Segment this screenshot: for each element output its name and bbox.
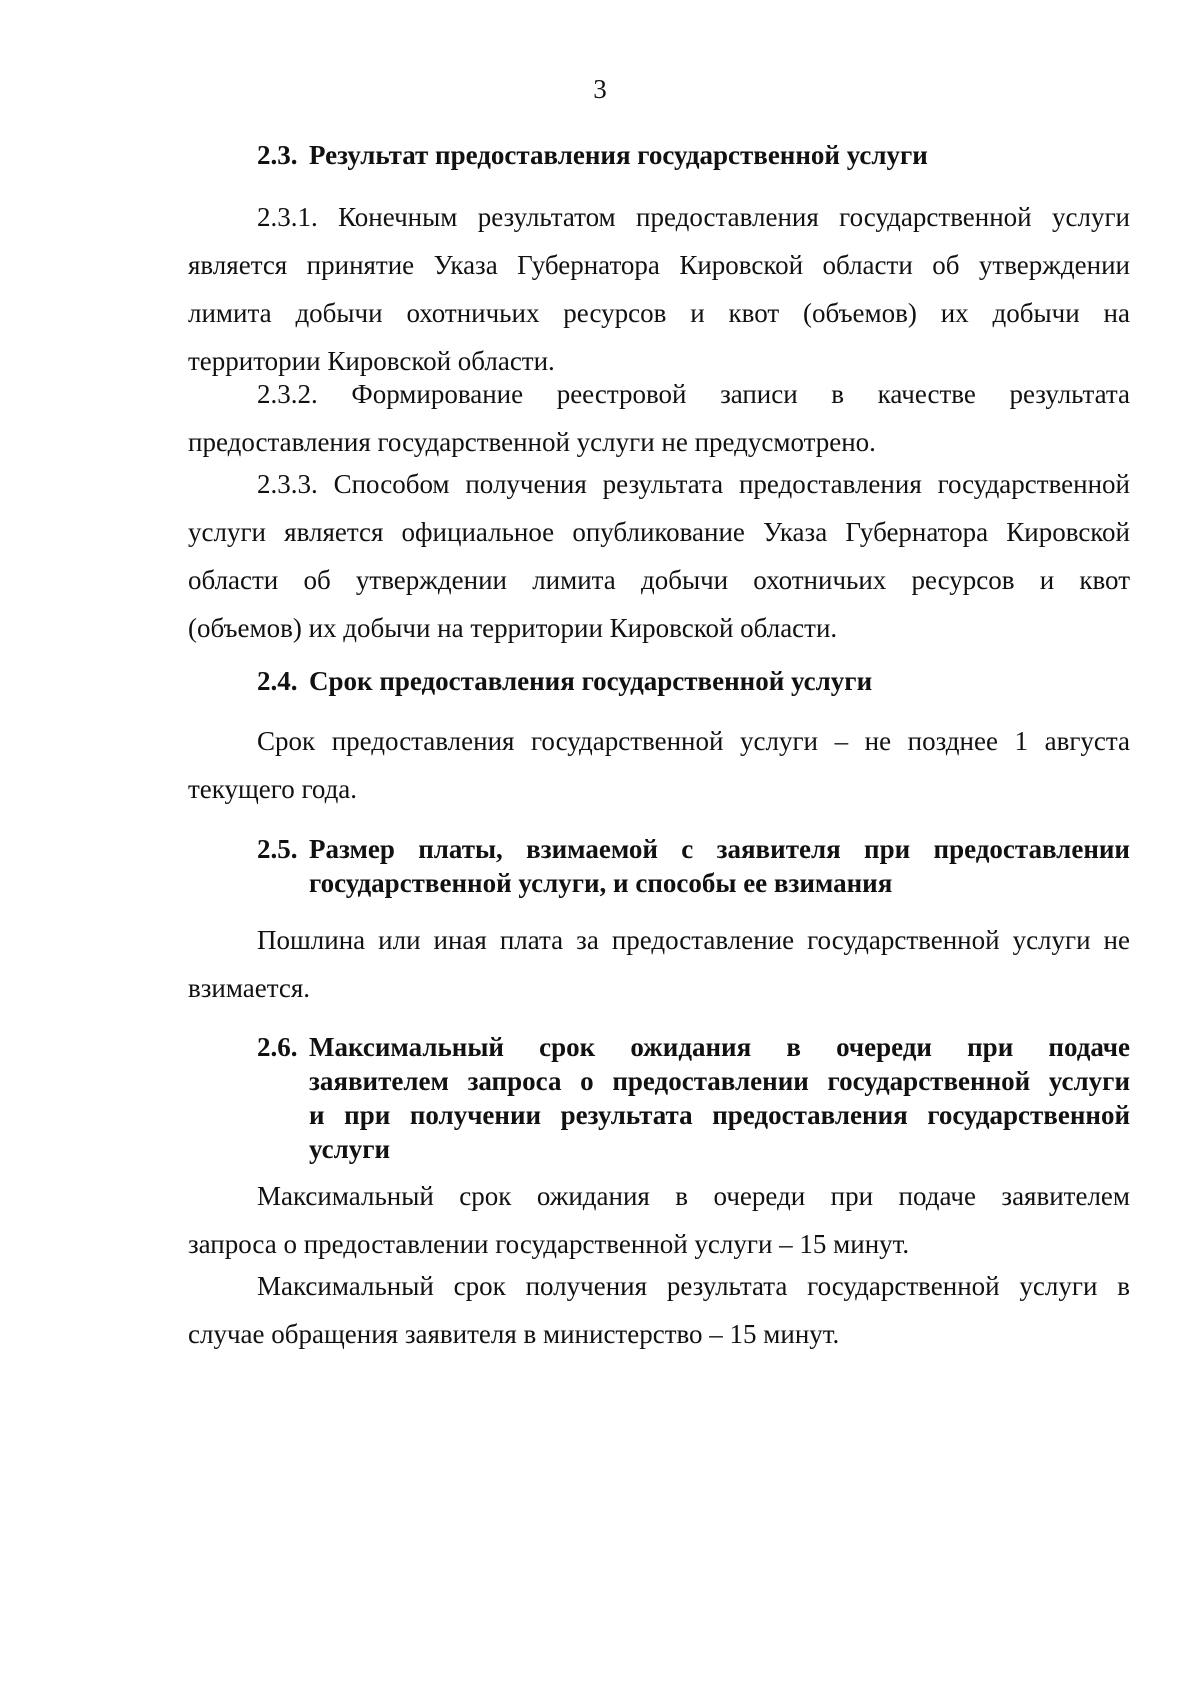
section-number: 2.6. [257,1032,298,1062]
section-heading-2-4 [257,664,1157,700]
section-heading-2-5 [257,832,1137,904]
text-line: области об утверждении лимита добычи охотничьих ресурсов и квот [188,565,1130,595]
section-number: 2.5. [257,834,298,864]
section-title-line: заявителем запроса о предоставлении государственной услуги [309,1066,1130,1096]
text-line: запроса о предоставлении государственной услуги – 15 минут. [188,1229,910,1259]
text-line: Срок предоставления государственной услуги – не позднее 1 августа [257,726,1130,756]
text-line: Максимальный срок ожидания в очереди при подаче заявителем [257,1181,1130,1211]
section-title-line: услуги [309,1134,391,1164]
paragraph-2-6-b [188,1262,1130,1358]
text-line: 2.3.1. Конечным результатом предоставления государственной услуги [257,202,1130,232]
paragraph-2-4 [188,717,1130,813]
text-line: (объемов) их добычи на территории Кировской области. [188,613,838,643]
text-line: 2.3.2. Формирование реестровой записи в качестве результата [257,379,1130,409]
page-number: 3 [593,74,607,104]
section-title: Срок предоставления государственной услуги [309,666,873,696]
text-line: взимается. [188,973,311,1003]
section-title-line: и при получении результата предоставления государственной [309,1100,1130,1130]
text-line: территории Кировской области. [188,346,555,376]
text-line: Пошлина или иная плата за предоставление государственной услуги не [257,925,1130,955]
paragraph-2-3-3 [188,460,1130,652]
text-line: текущего года. [188,774,358,804]
section-number: 2.3. [257,140,298,170]
section-heading-2-6 [257,1030,1137,1170]
section-title: Результат предоставления государственной услуги [309,140,928,170]
text-line: Максимальный срок получения результата государственной услуги в [257,1271,1130,1301]
paragraph-2-3-1 [188,193,1130,385]
text-line: случае обращения заявителя в министерство – 15 минут. [188,1319,840,1349]
section-title-line: Максимальный срок ожидания в очереди при подаче [309,1032,1130,1062]
text-line: 2.3.3. Способом получения результата предоставления государственной [257,469,1130,499]
section-title-line: государственной услуги, и способы ее взимания [309,868,893,898]
paragraph-2-5 [188,916,1130,1012]
text-line: является принятие Указа Губернатора Кировской области об утверждении [188,250,1130,280]
text-line: предоставления государственной услуги не предусмотрено. [188,427,876,457]
text-line: лимита добычи охотничьих ресурсов и квот (объемов) их добычи на [188,298,1130,328]
section-title-line: Размер платы, взимаемой с заявителя при предоставлении [309,834,1130,864]
paragraph-2-6-a [188,1172,1130,1268]
paragraph-2-3-2 [188,370,1130,466]
section-heading-2-3 [257,138,1157,174]
section-number: 2.4. [257,666,298,696]
text-line: услуги является официальное опубликование Указа Губернатора Кировской [188,517,1130,547]
